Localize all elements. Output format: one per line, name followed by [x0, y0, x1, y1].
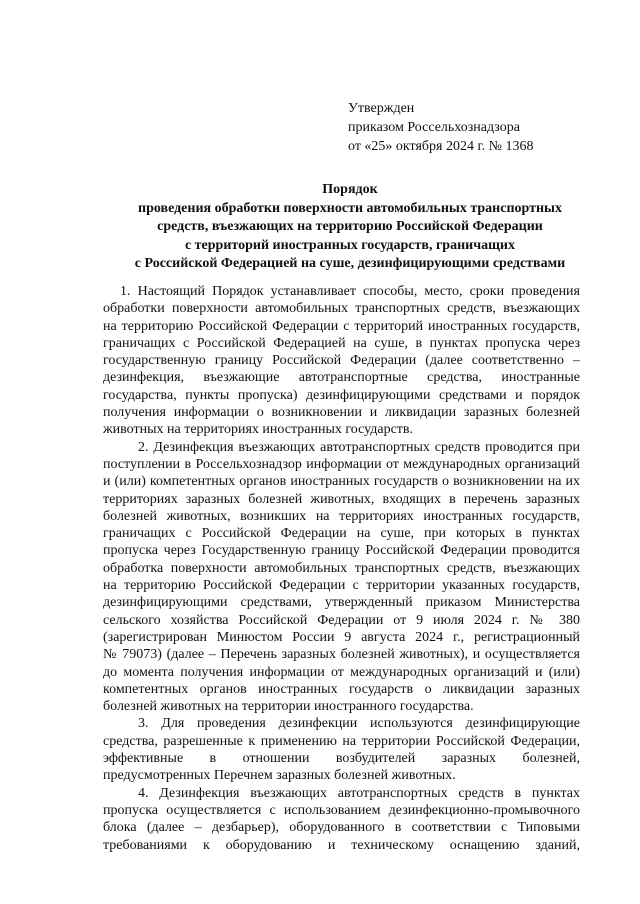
paragraph-line: пропуска осуществляется с использованием дезинфекционно-промывочного: [103, 802, 580, 818]
paragraph-line: 4. Дезинфекция въезжающих автотранспортных средств в пунктах: [138, 785, 580, 801]
paragraph-line: № 79073) (далее – Перечень заразных болезней животных), и осуществляется: [103, 647, 580, 663]
paragraph-line: дезинфекция, въезжающие автотранспортные средства, иностранные: [103, 370, 580, 386]
paragraph-line: до момента получения информации от международных организаций и (или): [103, 664, 580, 680]
paragraph-line: территориях заразных болезней животных, входящих в перечень заразных: [103, 491, 580, 507]
paragraph-line: на территорию Российской Федерации с территории указанных государств,: [103, 578, 580, 594]
paragraph-line: государства, пункты пропуска) дезинфицирующими средствами и порядок: [103, 387, 580, 403]
paragraph-3: [103, 715, 580, 784]
paragraph-line: дезинфицирующими средствами, утвержденный приказом Министерства: [103, 595, 580, 611]
paragraph-line: требованиями к оборудованию и техническому оснащению зданий,: [103, 837, 580, 853]
paragraph-line: поступлении в Россельхознадзор информации от международных организаций: [103, 456, 580, 472]
paragraph-line: средства, разрешенные к применению на территории Российской Федерации,: [103, 733, 580, 749]
paragraph-line: блока (далее – дезбарьер), оборудованного в соответствии с Типовыми: [103, 820, 580, 836]
title-line: Порядок: [322, 182, 378, 197]
paragraph-line: обработка поверхности автомобильных транспортных средств, въезжающих: [103, 560, 580, 576]
paragraph-line: предусмотренных Перечнем заразных болезней животных.: [103, 768, 456, 784]
paragraph-line: обработки поверхности автомобильных транспортных средств, въезжающих: [103, 301, 580, 317]
paragraph-line: 1. Настоящий Порядок устанавливает способы, место, сроки проведения: [120, 284, 580, 299]
paragraph-line: и (или) компетентных органов иностранных государств о возникновении на их: [103, 474, 580, 490]
paragraph-line: 2. Дезинфекция въезжающих автотранспортных средств проводится при: [138, 439, 580, 455]
paragraph-line: эффективные в отношении возбудителей заразных болезней,: [103, 751, 580, 767]
paragraph-line: пропуска через Государственную границу Российской Федерации проводится: [103, 543, 580, 559]
paragraph-line: компетентных органов иностранных государств о ликвидации заразных: [103, 681, 580, 697]
approval-line: от «25» октября 2024 г. № 1368: [348, 139, 534, 154]
paragraph-1: [103, 283, 580, 439]
paragraph-line: граничащих с Российской Федерации на суше, при которых в пунктах: [103, 526, 580, 542]
paragraph-line: болезней животных на территории иностранного государства.: [103, 699, 474, 715]
approval-line: приказом Россельхознадзора: [348, 120, 520, 135]
title-line: с Российской Федерацией на суше, дезинфицирующими средствами: [134, 256, 566, 272]
approval-line: Утвержден: [348, 101, 415, 116]
paragraph-line: 3. Для проведения дезинфекции используются дезинфицирующие: [138, 716, 580, 732]
title-line: средств, въезжающих на территорию Российской Федерации: [157, 219, 543, 235]
paragraph-4: [103, 785, 580, 854]
paragraph-line: на территорию Российской Федерации с территорий иностранных государств,: [103, 318, 580, 334]
approval-block: [348, 99, 534, 156]
paragraph-line: государственную границу Российской Федерации (далее соответственно –: [103, 353, 580, 369]
paragraph-line: (зарегистрирован Минюстом России 9 августа 2024 г., регистрационный: [103, 629, 580, 645]
paragraph-line: граничащих с Российской Федерацией на суше, в пунктах пропуска через: [103, 335, 580, 351]
paragraph-line: животных на территориях иностранных государств.: [103, 422, 414, 438]
paragraph-2: [103, 439, 580, 716]
document-title: [100, 181, 600, 274]
title-line: с территорий иностранных государств, граничащих: [184, 237, 516, 253]
title-line: проведения обработки поверхности автомобильных транспортных: [138, 200, 562, 216]
paragraph-line: болезней животных, возникших на территориях иностранных государств,: [103, 508, 580, 524]
paragraph-line: сельского хозяйства Российской Федерации от 9 июля 2024 г. № 380: [103, 612, 580, 628]
paragraph-line: получения информации о возникновении и ликвидации заразных болезней: [103, 405, 580, 421]
document-body: [103, 283, 580, 854]
